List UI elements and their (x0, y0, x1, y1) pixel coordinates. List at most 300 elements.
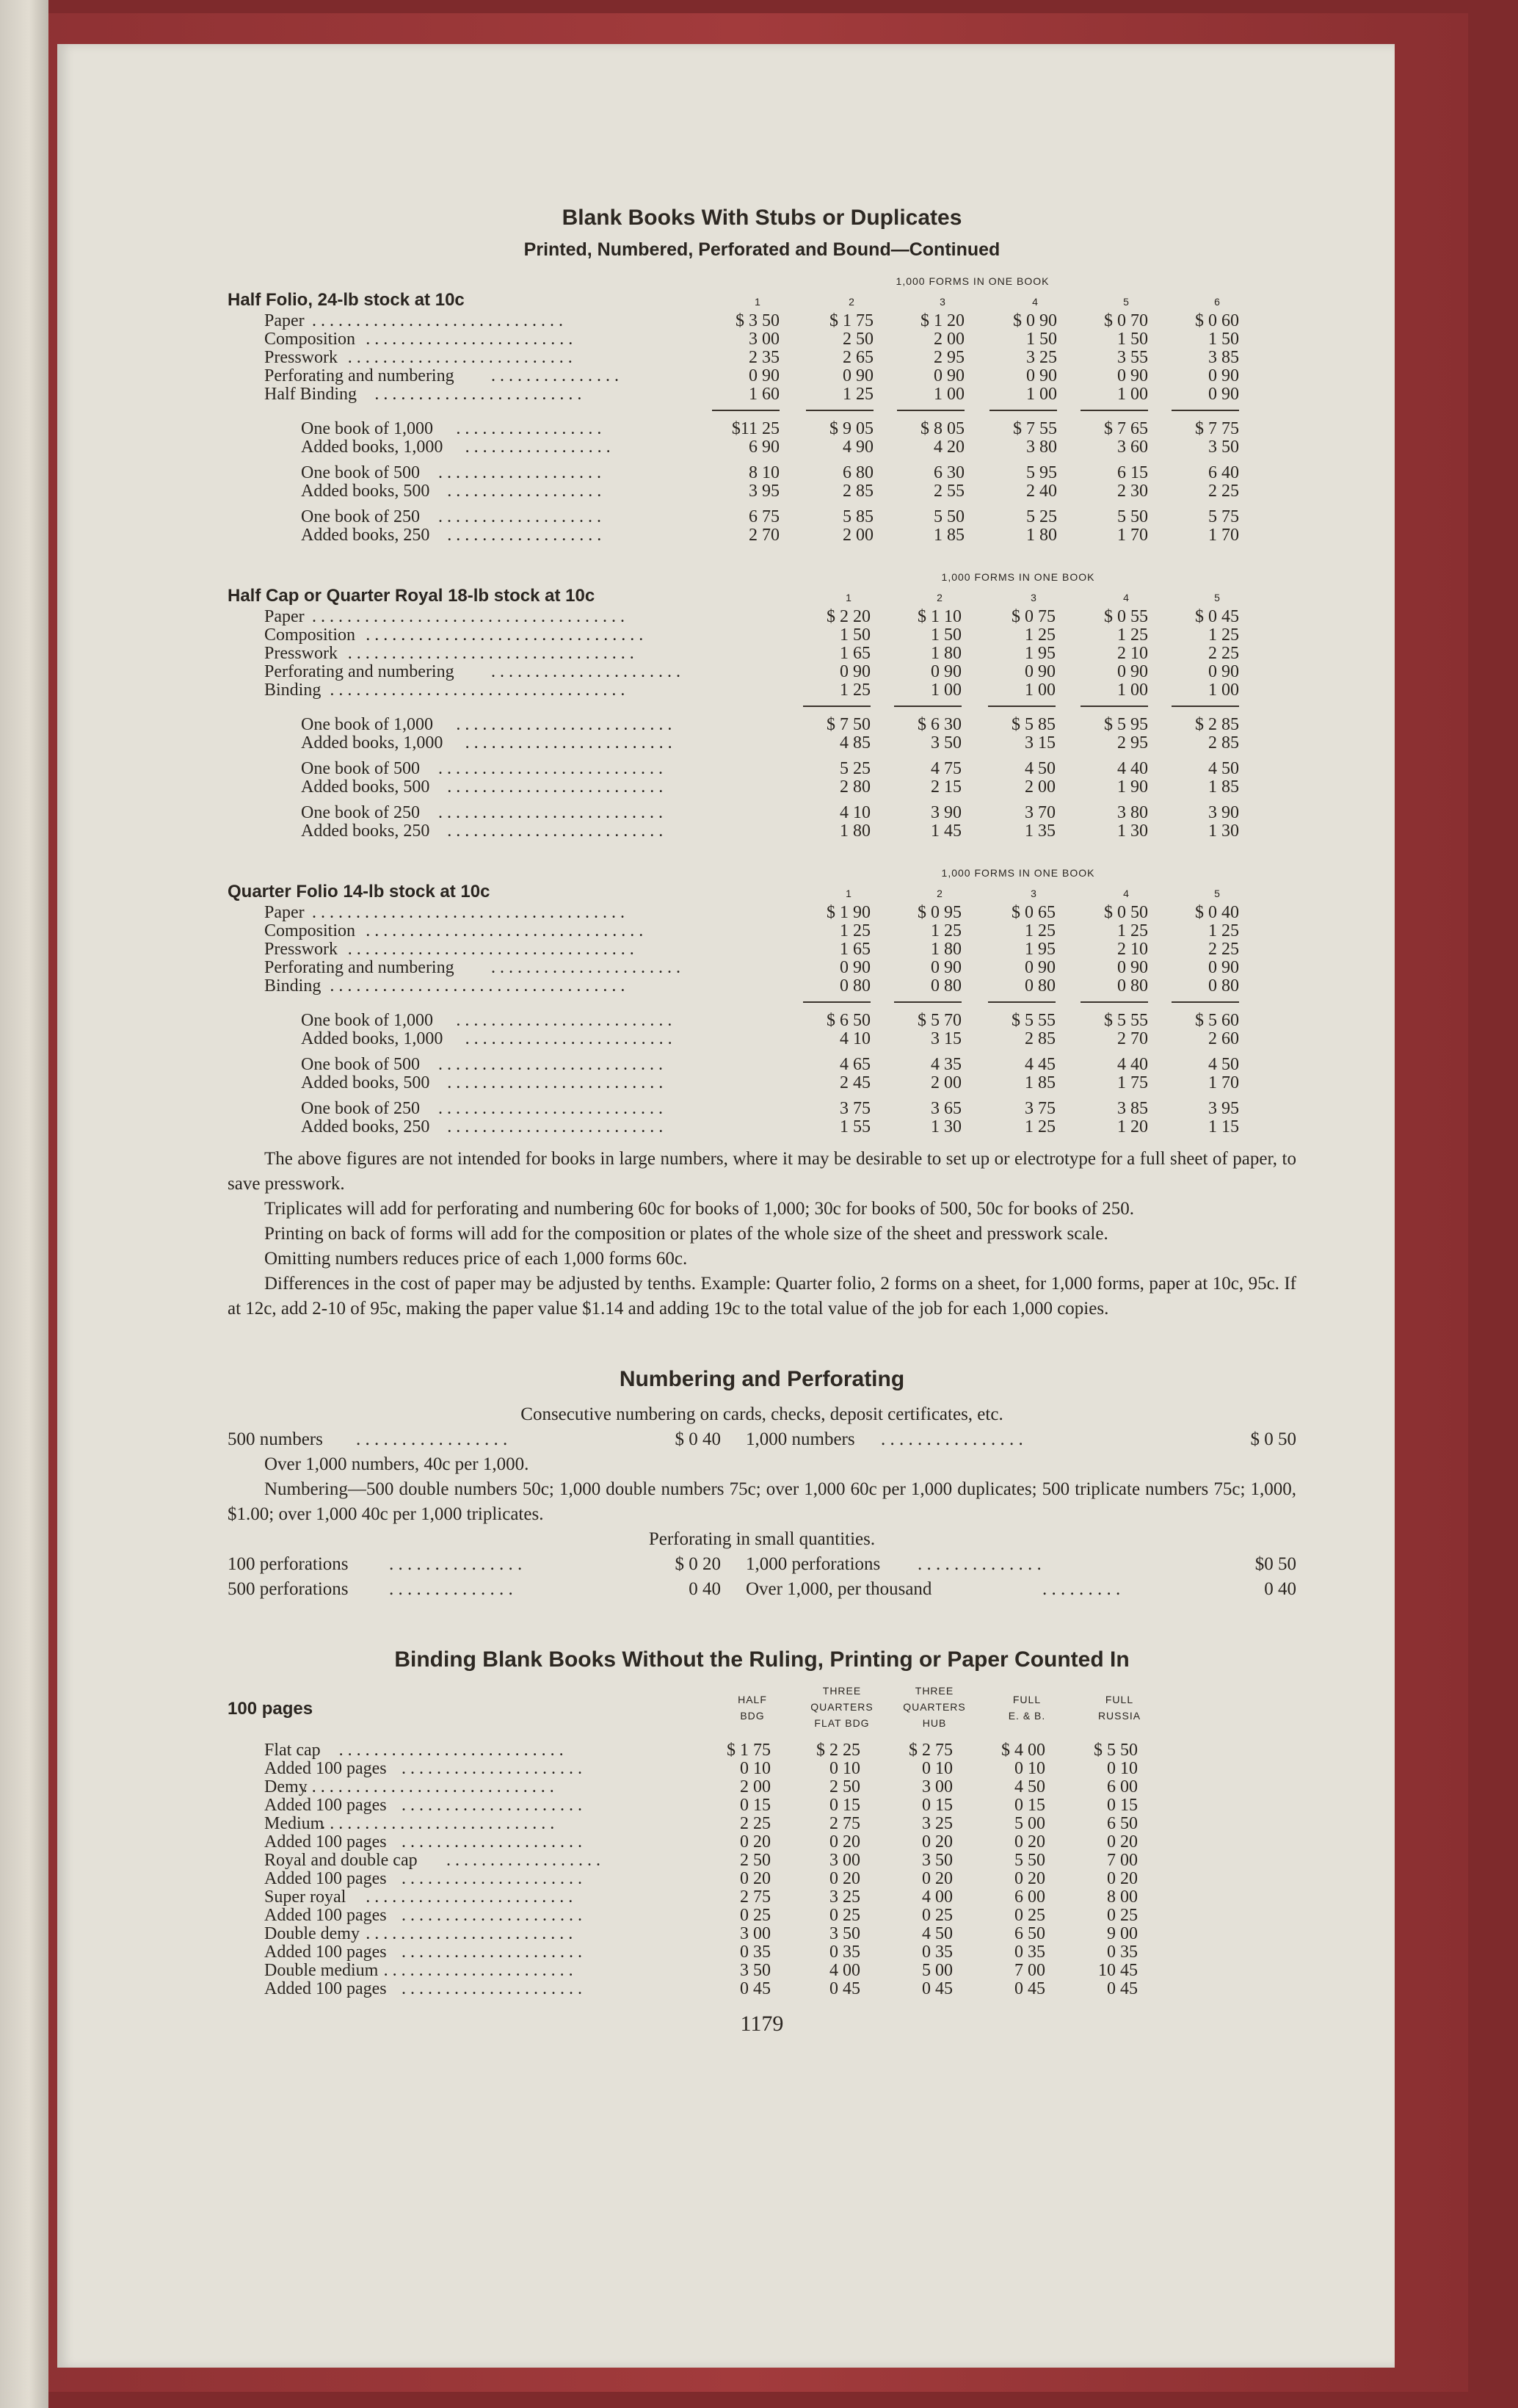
cell-value: $ 5 70 (918, 1011, 962, 1030)
leader-dots: . . . . . . . . . . . . . . . . . . . . . . . . . . . . . (302, 1778, 554, 1796)
cell-value: 0 20 (740, 1869, 771, 1888)
cell-value: 4 50 (1208, 1055, 1239, 1074)
cell-value: 0 45 (829, 1979, 860, 1998)
leader-dots: . . . . . . . . . . . . . . . . . . (447, 526, 602, 545)
row-label: Paper (264, 312, 305, 330)
numbering-intro: Consecutive numbering on cards, checks, deposit certificates, etc. (520, 1404, 1003, 1424)
cell-value: 5 50 (1117, 507, 1148, 526)
column-number: 4 (1123, 888, 1129, 899)
row-label: Added books, 500 (301, 482, 430, 501)
leader-dots: . . . . . . . . . . . . . . . . . . . . . (402, 1870, 582, 1888)
component-row (228, 385, 1296, 404)
binding-heading: 100 pages (228, 1699, 313, 1719)
leader-dots: . . . . . . . . . . . . . . . . . . . . . . (383, 1962, 573, 1980)
column-header-line: FLAT BDG (814, 1717, 870, 1729)
forms-caption: 1,000 FORMS IN ONE BOOK (896, 275, 1050, 287)
sum-rule-row (228, 404, 1296, 420)
column-number: 2 (937, 888, 943, 899)
cell-value: 5 00 (1014, 1814, 1045, 1833)
section-header-row (228, 290, 1296, 312)
column-number: 4 (1123, 592, 1129, 603)
cell-value: 4 50 (1014, 1777, 1045, 1796)
cell-value: 1 00 (1025, 681, 1056, 700)
leader-dots: . . . . . . . . . . . . . . . . . . . . . . . . . . . . . . . . . . (330, 977, 625, 996)
right-dots: . . . . . . . . . . . . . . . . (881, 1429, 1023, 1449)
cell-value: 2 85 (1025, 1029, 1056, 1048)
cell-value: 0 15 (1014, 1796, 1045, 1815)
cell-value: 10 45 (1098, 1961, 1138, 1980)
column-header-line: RUSSIA (1097, 1710, 1141, 1722)
cell-value: 3 95 (1208, 1099, 1239, 1118)
total-row (228, 804, 1296, 822)
cell-value: $ 6 30 (918, 715, 962, 734)
leader-dots: . . . . . . . . . . . . . . . . . . . . . . . . (366, 1925, 573, 1943)
cell-value: 0 10 (1107, 1759, 1138, 1778)
cell-value: 1 50 (1117, 330, 1148, 349)
leader-dots: . . . . . . . . . . . . . . . . . . . (438, 508, 601, 526)
cell-value: 6 50 (1014, 1924, 1045, 1943)
total-row (228, 508, 1296, 526)
cell-value: 0 90 (1208, 385, 1239, 404)
cell-value: 0 20 (829, 1869, 860, 1888)
cell-value: 3 75 (1025, 1099, 1056, 1118)
row-label: Added 100 pages (264, 1760, 387, 1778)
cell-value: $ 0 65 (1012, 903, 1056, 922)
note-paragraph: The above figures are not intended for books in large numbers, where it may be desirable to set up or electrotype for a full sheet of paper, to save presswork. (228, 1149, 1296, 1194)
cell-value: 1 00 (931, 681, 962, 700)
cell-value: 1 70 (1208, 526, 1239, 545)
binding-row (228, 1741, 1296, 1760)
sum-rule-row (228, 700, 1296, 716)
note-paragraph: Differences in the cost of paper may be adjusted by tenths. Example: Quarter folio, 2 forms on a sheet, for 1,000 forms, paper at 10c, 95c. If at 12c, add 2-10 of 95c, making the paper value $1.14 and adding 19c to the total value of the job for each 1,000 copies. (228, 1274, 1296, 1319)
cell-value: $ 5 55 (1012, 1011, 1056, 1030)
cell-value: 4 65 (840, 1055, 871, 1074)
cell-value: 3 50 (922, 1851, 953, 1870)
row-label: Presswork (264, 349, 338, 367)
cell-value: 8 00 (1107, 1887, 1138, 1907)
cell-value: 0 20 (1107, 1869, 1138, 1888)
cell-value: 0 20 (922, 1832, 953, 1852)
cell-value: 0 10 (1014, 1759, 1045, 1778)
right-dots: . . . . . . . . . (1042, 1579, 1121, 1599)
cell-value: 4 00 (829, 1961, 860, 1980)
row-label: Added 100 pages (264, 1907, 387, 1925)
cell-value: 3 50 (1208, 438, 1239, 457)
cell-value: $ 2 25 (816, 1741, 860, 1760)
row-label: Royal and double cap (264, 1852, 418, 1870)
cell-value: 1 55 (840, 1117, 871, 1136)
leader-dots: . . . . . . . . . . . . . . . . . . . . . . . . . . . . . . . . . (347, 645, 634, 663)
left-dots: . . . . . . . . . . . . . . . . . (356, 1429, 508, 1449)
total-row (228, 822, 1296, 841)
row-label: Double demy (264, 1925, 360, 1943)
row-label: Added 100 pages (264, 1943, 387, 1962)
cell-value: $ 4 00 (1001, 1741, 1045, 1760)
binding-row (228, 1925, 1296, 1943)
column-header-line: E. & B. (1008, 1710, 1046, 1722)
page-content (228, 206, 1296, 2037)
cell-value: 1 30 (1208, 822, 1239, 841)
binding-section (228, 1647, 1296, 1998)
leader-dots: . . . . . . . . . . . . . . . . . . . . . (402, 1943, 582, 1962)
cell-value: 1 85 (1208, 777, 1239, 797)
row-label: Demy (264, 1778, 308, 1796)
leader-dots: . . . . . . . . . . . . . . . (491, 367, 619, 385)
perforation-line-2 (228, 1577, 1296, 1602)
leader-dots: . . . . . . . . . . . . . . . . . . . . . . . . (366, 1888, 573, 1907)
left-label: 100 perforations (228, 1554, 349, 1574)
row-label: Presswork (264, 940, 338, 959)
cell-value: 8 10 (749, 463, 780, 482)
cell-value: 0 20 (922, 1869, 953, 1888)
row-label: Super royal (264, 1888, 346, 1907)
perforation-line-1 (228, 1552, 1296, 1577)
cell-value: 0 80 (1117, 976, 1148, 996)
cell-value: 1 25 (1025, 1117, 1056, 1136)
column-header (887, 1683, 982, 1731)
cell-value: 5 25 (840, 759, 871, 778)
cell-value: 4 20 (934, 438, 965, 457)
total-row (228, 734, 1296, 752)
cell-value: 0 90 (840, 958, 871, 977)
cell-value: 3 90 (931, 803, 962, 822)
cell-value: $ 7 50 (827, 715, 871, 734)
row-label: Half Binding (264, 385, 357, 404)
cell-value: 0 35 (922, 1943, 953, 1962)
column-header-line: HALF (738, 1694, 767, 1705)
binding-row (228, 1888, 1296, 1907)
cell-value: 6 00 (1014, 1887, 1045, 1907)
cell-value: 3 85 (1117, 1099, 1148, 1118)
cell-value: 0 35 (1014, 1943, 1045, 1962)
total-row (228, 464, 1296, 482)
cell-value: 2 70 (749, 526, 780, 545)
cell-value: 7 00 (1107, 1851, 1138, 1870)
cell-value: 0 90 (840, 662, 871, 681)
cell-value: 1 30 (931, 1117, 962, 1136)
cell-value: 1 25 (843, 385, 874, 404)
cell-value: 3 55 (1117, 348, 1148, 367)
left-label: 500 perforations (228, 1579, 349, 1599)
cell-value: 1 95 (1025, 644, 1056, 663)
section-header-row (228, 882, 1296, 904)
row-label: Added 100 pages (264, 1796, 387, 1815)
cell-value: 3 70 (1025, 803, 1056, 822)
cell-value: 2 50 (843, 330, 874, 349)
cell-value: 1 15 (1208, 1117, 1239, 1136)
cell-value: 0 15 (829, 1796, 860, 1815)
leader-dots: . . . . . . . . . . . . . . . . . . . . . . . . . . (338, 1741, 564, 1760)
numbering-over: Over 1,000 numbers, 40c per 1,000. (264, 1454, 529, 1474)
leader-dots: . . . . . . . . . . . . . . . . . . . . . . . . . . . . . . . . . . . . (312, 608, 625, 626)
total-rows (228, 420, 1296, 545)
cell-value: 2 00 (931, 1073, 962, 1092)
component-row (228, 922, 1296, 940)
sum-rule (1172, 1001, 1239, 1003)
cell-value: 1 45 (931, 822, 962, 841)
cell-value: 1 30 (1117, 822, 1148, 841)
cell-value: $ 1 10 (918, 607, 962, 626)
cell-value: 6 40 (1208, 463, 1239, 482)
cell-value: 0 80 (1208, 976, 1239, 996)
cell-value: 1 00 (1026, 385, 1057, 404)
left-dots: . . . . . . . . . . . . . . (389, 1579, 513, 1599)
component-row (228, 608, 1296, 626)
caption-row (228, 274, 1296, 290)
note-paragraph: Printing on back of forms will add for the composition or plates of the whole size of the sheet and presswork scale. (264, 1224, 1108, 1244)
component-row (228, 626, 1296, 645)
cell-value: 1 25 (931, 921, 962, 940)
cell-value: 3 25 (829, 1887, 860, 1907)
leader-dots: . . . . . . . . . . . . . . . . . . . . . . . . (366, 330, 573, 349)
cell-value: 6 90 (749, 438, 780, 457)
row-label: Added 100 pages (264, 1833, 387, 1852)
cell-value: 3 75 (840, 1099, 871, 1118)
row-label: Added books, 250 (301, 1118, 430, 1136)
component-rows (228, 904, 1296, 996)
sum-rule (894, 1001, 962, 1003)
cell-value: 0 45 (740, 1979, 771, 1998)
left-value: 0 40 (689, 1579, 721, 1599)
cell-value: 0 15 (740, 1796, 771, 1815)
total-row (228, 1056, 1296, 1074)
row-label: Added books, 250 (301, 822, 430, 841)
section-header-row (228, 586, 1296, 608)
column-number: 2 (937, 592, 943, 603)
binding-header-row (228, 1683, 1296, 1741)
row-label: Perforating and numbering (264, 959, 454, 977)
row-label: Binding (264, 977, 322, 996)
component-row (228, 904, 1296, 922)
page-title: Blank Books With Stubs or Duplicates (562, 206, 962, 230)
cell-value: 2 00 (740, 1777, 771, 1796)
cell-value: 4 10 (840, 1029, 871, 1048)
cell-value: 0 45 (922, 1979, 953, 1998)
row-label: Paper (264, 904, 305, 922)
cell-value: $ 7 65 (1104, 419, 1148, 438)
cell-value: $ 0 90 (1013, 311, 1057, 330)
binding-row (228, 1980, 1296, 1998)
leader-dots: . . . . . . . . . . . . . . . . . . . . . (402, 1907, 582, 1925)
cell-value: 1 65 (840, 644, 871, 663)
row-label: Added books, 1,000 (301, 1030, 443, 1048)
cell-value: 4 40 (1117, 759, 1148, 778)
cell-value: 3 90 (1208, 803, 1239, 822)
caption-row (228, 866, 1296, 882)
cell-value: 1 85 (934, 526, 965, 545)
cell-value: 6 15 (1117, 463, 1148, 482)
cell-value: 2 85 (843, 482, 874, 501)
cell-value: 3 85 (1208, 348, 1239, 367)
binding-row (228, 1833, 1296, 1852)
total-row (228, 716, 1296, 734)
sum-rule (897, 410, 965, 411)
cell-value: 0 35 (829, 1943, 860, 1962)
row-label: Presswork (264, 645, 338, 663)
binding-row (228, 1778, 1296, 1796)
cell-value: 4 90 (843, 438, 874, 457)
total-row (228, 1100, 1296, 1118)
sum-rule (803, 1001, 871, 1003)
cell-value: 2 45 (840, 1073, 871, 1092)
cell-value: $ 0 70 (1104, 311, 1148, 330)
cell-value: 2 00 (843, 526, 874, 545)
cell-value: $ 0 50 (1104, 903, 1148, 922)
cell-value: $ 9 05 (829, 419, 874, 438)
cell-value: 0 35 (1107, 1943, 1138, 1962)
cell-value: 6 75 (749, 507, 780, 526)
component-row (228, 312, 1296, 330)
leader-dots: . . . . . . . . . . . . . . . . . . (446, 1852, 600, 1870)
row-label: Paper (264, 608, 305, 626)
leader-dots: . . . . . . . . . . . . . . . . . . . . . . . . . . . (321, 1815, 555, 1833)
cell-value: 0 15 (1107, 1796, 1138, 1815)
cell-value: 6 80 (843, 463, 874, 482)
right-label: 1,000 numbers (746, 1429, 855, 1449)
cell-value: 2 85 (1208, 733, 1239, 752)
leader-dots: . . . . . . . . . . . . . . . . . . . . . . (491, 663, 680, 681)
leader-dots: . . . . . . . . . . . . . . . . . . . . . . . . . (456, 716, 672, 734)
total-row (228, 778, 1296, 797)
cell-value: 3 95 (749, 482, 780, 501)
row-label: Medium (264, 1815, 324, 1833)
leader-dots: . . . . . . . . . . . . . . . . . . . . . (402, 1796, 582, 1815)
cell-value: 0 80 (931, 976, 962, 996)
row-label: Perforating and numbering (264, 367, 454, 385)
cell-value: 2 65 (843, 348, 874, 367)
cell-value: 0 10 (740, 1759, 771, 1778)
cell-value: 2 95 (1117, 733, 1148, 752)
cell-value: $ 5 95 (1104, 715, 1148, 734)
cell-value: $ 5 85 (1012, 715, 1056, 734)
cell-value: 2 60 (1208, 1029, 1239, 1048)
cell-value: 2 75 (740, 1887, 771, 1907)
cell-value: 0 10 (922, 1759, 953, 1778)
binding-row (228, 1870, 1296, 1888)
total-row (228, 1118, 1296, 1136)
row-label: One book of 250 (301, 804, 420, 822)
cell-value: 0 20 (829, 1832, 860, 1852)
cell-value: 2 55 (934, 482, 965, 501)
leader-dots: . . . . . . . . . . . . . . . . . (456, 420, 602, 438)
sum-rule (1081, 410, 1148, 411)
cell-value: 1 50 (931, 625, 962, 645)
binding-row (228, 1907, 1296, 1925)
cell-value: $ 0 60 (1195, 311, 1239, 330)
cell-value: $ 5 55 (1104, 1011, 1148, 1030)
binding-row (228, 1962, 1296, 1980)
cell-value: 0 20 (1014, 1832, 1045, 1852)
cell-value: 1 95 (1025, 940, 1056, 959)
book-page (57, 44, 1395, 2368)
cell-value: 3 80 (1117, 803, 1148, 822)
cell-value: 1 50 (1208, 330, 1239, 349)
cell-value: 4 50 (1025, 759, 1056, 778)
total-row (228, 1012, 1296, 1030)
component-row (228, 977, 1296, 996)
cell-value: 0 90 (1025, 662, 1056, 681)
forms-caption: 1,000 FORMS IN ONE BOOK (941, 571, 1095, 583)
cell-value: $ 0 95 (918, 903, 962, 922)
cell-value: 3 00 (922, 1777, 953, 1796)
column-header-line: QUARTERS (903, 1701, 966, 1713)
leader-dots: . . . . . . . . . . . . . . . . . . . . . . . . . . . . . . . . . . . . (312, 904, 625, 922)
numbering-line (228, 1427, 1296, 1452)
cell-value: $ 5 50 (1094, 1741, 1138, 1760)
row-label: One book of 1,000 (301, 716, 433, 734)
cell-value: 1 35 (1025, 822, 1056, 841)
cell-value: $ 7 75 (1195, 419, 1239, 438)
page-number: 1179 (740, 2012, 784, 2036)
cell-value: $ 1 20 (920, 311, 965, 330)
sum-rule (1172, 410, 1239, 411)
column-header-line: FULL (1012, 1694, 1042, 1705)
total-row (228, 1030, 1296, 1048)
cell-value: 3 80 (1026, 438, 1057, 457)
cell-value: 1 70 (1208, 1073, 1239, 1092)
component-row (228, 959, 1296, 977)
cell-value: $ 3 50 (736, 311, 780, 330)
cell-value: 1 25 (1208, 625, 1239, 645)
cell-value: 0 90 (1026, 366, 1057, 385)
cell-value: 1 00 (1117, 385, 1148, 404)
page-subtitle: Printed, Numbered, Perforated and Bound—Continued (523, 239, 1000, 260)
left-value: $ 0 20 (675, 1554, 721, 1574)
leader-dots: . . . . . . . . . . . . . . . . . . . . . . . . . (447, 1074, 664, 1092)
cell-value: 4 75 (931, 759, 962, 778)
component-rows (228, 312, 1296, 404)
cell-value: $ 7 55 (1013, 419, 1057, 438)
cell-value: $ 2 75 (909, 1741, 953, 1760)
row-label: Flat cap (264, 1741, 321, 1760)
cell-value: $ 1 90 (827, 903, 871, 922)
cell-value: 3 60 (1117, 438, 1148, 457)
leader-dots: . . . . . . . . . . . . . . . . . . . . . . . . . (447, 822, 664, 841)
component-row (228, 349, 1296, 367)
cell-value: 4 35 (931, 1055, 962, 1074)
right-value: 0 40 (1264, 1579, 1296, 1599)
cell-value: 1 25 (1117, 921, 1148, 940)
binding-title: Binding Blank Books Without the Ruling, Printing or Paper Counted In (394, 1647, 1130, 1672)
cell-value: 0 90 (931, 662, 962, 681)
leader-dots: . . . . . . . . . . . . . . . . . . . . . . . . . (456, 1012, 672, 1030)
cell-value: $ 1 75 (829, 311, 874, 330)
column-number: 4 (1032, 296, 1038, 308)
row-label: Composition (264, 626, 356, 645)
cell-value: $ 0 40 (1195, 903, 1239, 922)
leader-dots: . . . . . . . . . . . . . . . . . . . . . . . . . . . . . . . . . . (330, 681, 625, 700)
leader-dots: . . . . . . . . . . . . . . . . . . . . . . . . (465, 734, 672, 752)
cell-value: 1 80 (1026, 526, 1057, 545)
cell-value: 2 40 (1026, 482, 1057, 501)
cell-value: 1 00 (934, 385, 965, 404)
row-label: Added 100 pages (264, 1870, 387, 1888)
row-label: Added 100 pages (264, 1980, 387, 1998)
binding-table (228, 1683, 1296, 1998)
cell-value: 5 85 (843, 507, 874, 526)
column-header-line: BDG (740, 1710, 765, 1722)
sum-rule (1172, 706, 1239, 707)
cell-value: $ 0 75 (1012, 607, 1056, 626)
note-paragraph: Triplicates will add for perforating and numbering 60c for books of 1,000; 30c for books of 500, 50c for books of 250. (264, 1199, 1134, 1219)
column-number: 1 (755, 296, 760, 308)
cell-value: 1 25 (1025, 921, 1056, 940)
row-label: Added books, 500 (301, 1074, 430, 1092)
cell-value: 4 50 (922, 1924, 953, 1943)
column-number: 1 (846, 592, 851, 603)
sum-rule (803, 706, 871, 707)
cell-value: 0 90 (1117, 366, 1148, 385)
